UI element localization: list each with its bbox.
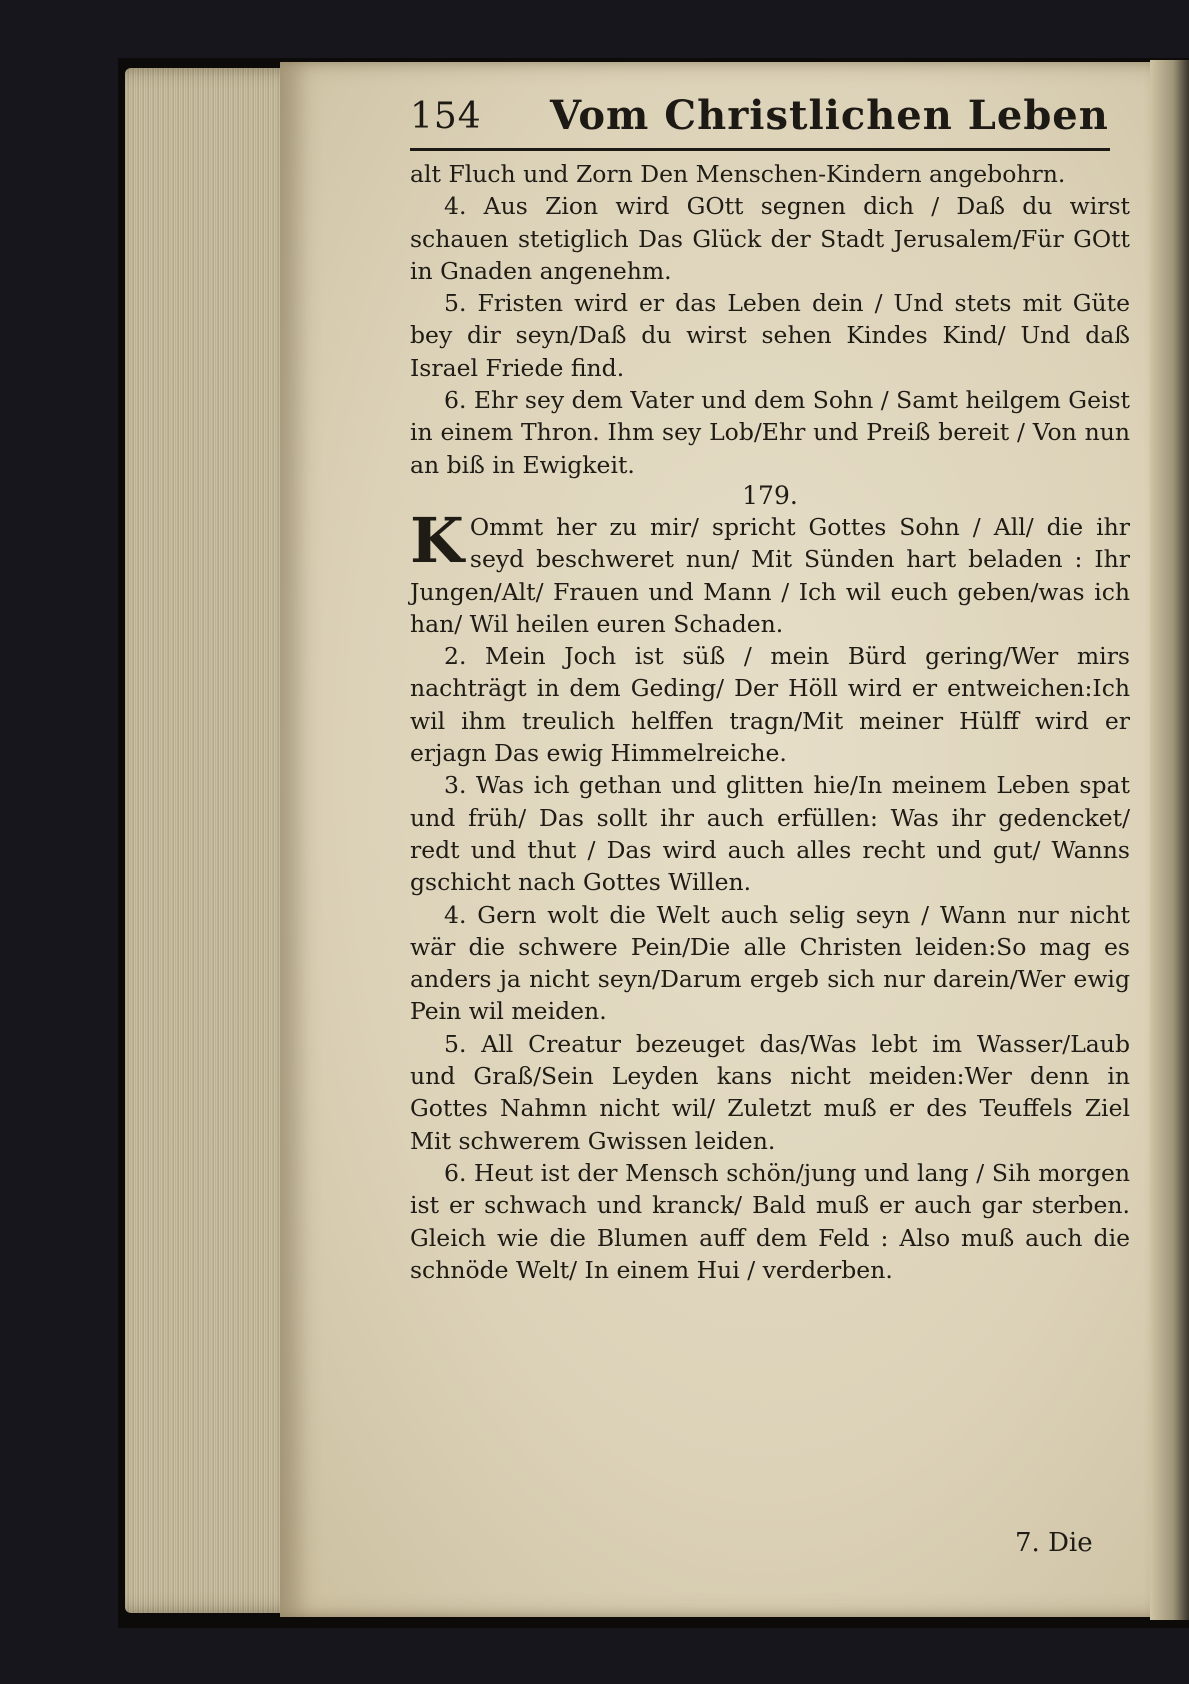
verse-4: 4. Aus Zion wird GOtt segnen dich / Daß du wirst schauen stetiglich Das Glück der Stadt Jerusalem/Für GOtt in Gnaden angenehm. [410,192,1130,285]
right-page-fold [1150,60,1189,1620]
hymn-verse-2: 2. Mein Joch ist süß / mein Bürd gering/Wer mirs nachträgt in dem Geding/ Der Höll wird er entweichen:Ich wil ihm treulich helffen tragn/Mit meiner Hülff wird er erjagn Das ewig Himmelreiche. [410,642,1130,768]
paragraph: alt Fluch und Zorn Den Menschen-Kindern angebohrn. [410,160,1066,188]
hymn-verse-6: 6. Heut ist der Mensch schön/jung und lang / Sih morgen ist er schwach und kranck/ Bald muß er auch gar sterben. Gleich wie die Blumen auff dem Feld : Also muß auch die schnöde Welt/ In einem Hui / verderben. [410,1158,1130,1284]
catchword: 7. Die [1015,1528,1093,1558]
hymn-verse-3: 3. Was ich gethan und glitten hie/In meinem Leben spat und früh/ Das sollt ihr auch erfüllen: Was ihr gedencket/ redt und thut / Das wird auch alles recht und gut/ Wanns gschicht nach Gottes Willen. [410,771,1130,897]
page-edges [125,68,305,1613]
hymn-first-verse-text: Ommt her zu mir/ spricht Gottes Sohn / All/ die ihr seyd beschweret nun/ Mit Sünden hart beladen : Ihr Jungen/Alt/ Frauen und Mann / Ich wil euch geben/was ich han/ Wil heilen euren Schaden. [410,512,1130,638]
page-header [410,92,1110,151]
hymn-verse-5: 5. All Creatur bezeuget das/Was lebt im Wasser/Laub und Graß/Sein Leyden kans nicht meiden:Wer denn in Gottes Nahmn nicht wil/ Zuletzt muß er des Teuffels Ziel Mit schwerem Gwissen leiden. [410,1029,1130,1155]
hymn-first-verse [410,503,1130,640]
page-text [410,158,1130,1286]
verse-6: 6. Ehr sey dem Vater und dem Sohn / Samt heilgem Geist in einem Thron. Ihm sey Lob/Ehr und Preiß bereit / Von nun an biß in Ewigkeit. [410,386,1130,479]
page-number: 154 [410,96,482,137]
hymn-number: 179. [742,480,798,510]
verse-5: 5. Fristen wird er das Leben dein / Und stets mit Güte bey dir seyn/Daß du wirst sehen Kindes Kind/ Und daß Israel Friede find. [410,289,1130,382]
running-title: Vom Christlichen Leben [550,92,1109,139]
hymn-verse-4: 4. Gern wolt die Welt auch selig seyn / Wann nur nicht wär die schwere Pein/Die alle Christen leiden:So mag es anders ja nicht seyn/Darum ergeb sich nur darein/Wer ewig Pein wil meiden. [410,900,1130,1026]
drop-cap: K [410,503,464,577]
